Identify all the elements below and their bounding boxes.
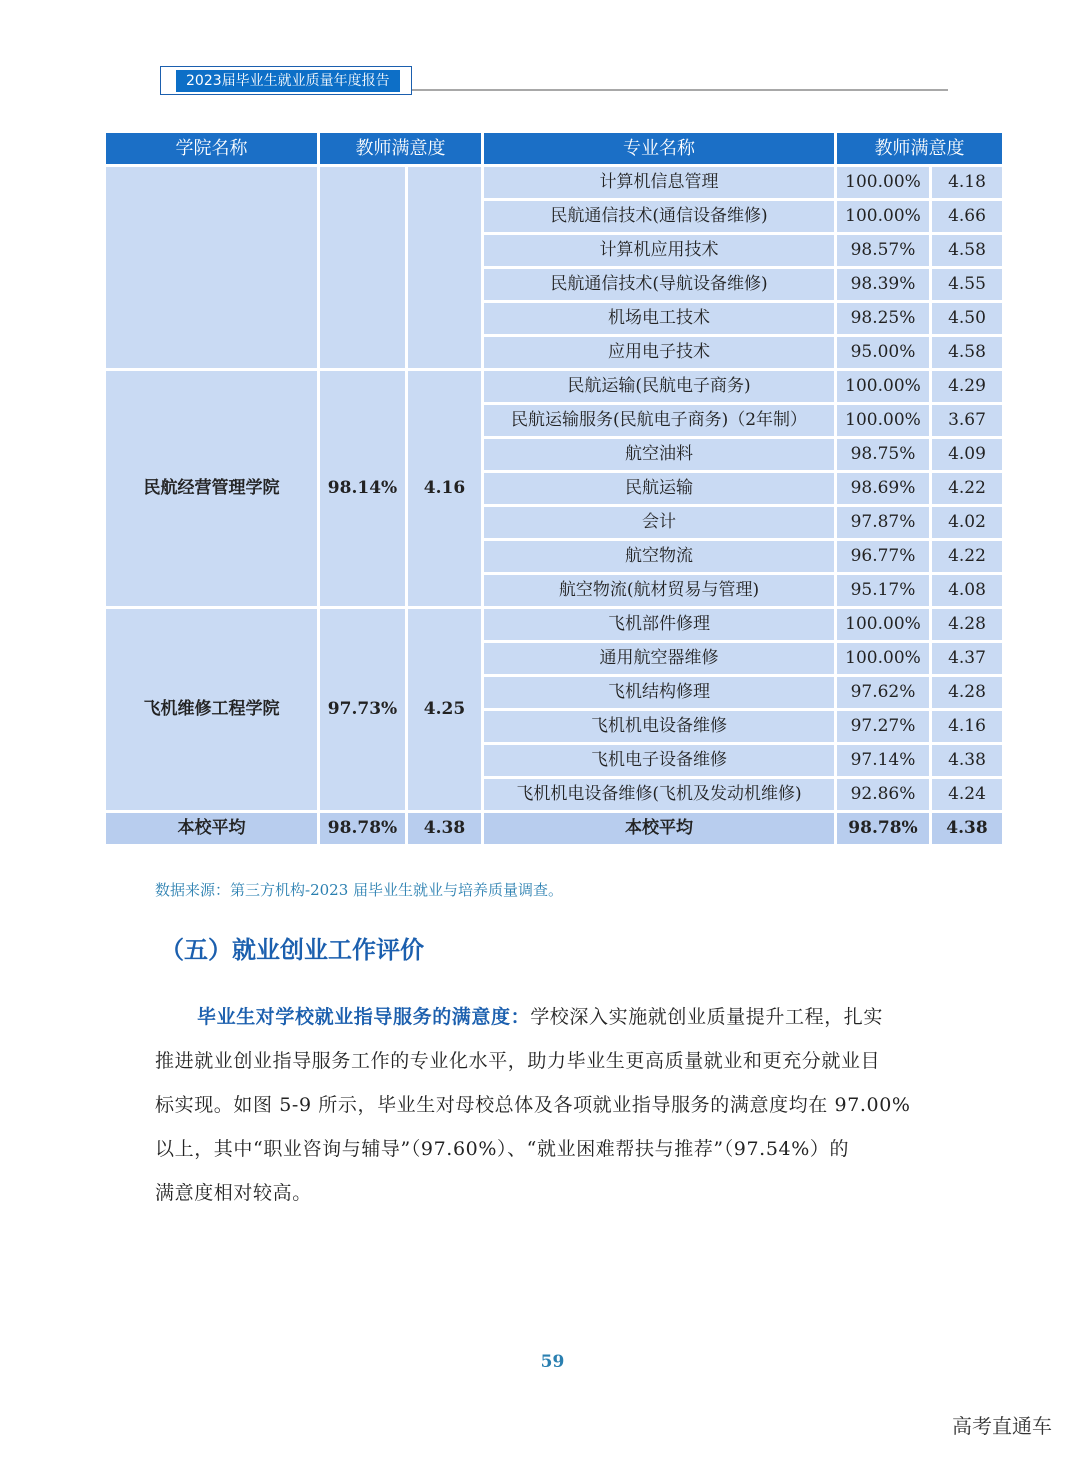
major-score: 4.08 <box>932 575 1002 606</box>
avg-left-rate: 98.78% <box>320 813 405 844</box>
major-name: 机场电工技术 <box>484 303 834 334</box>
header-college-name: 学院名称 <box>106 133 317 164</box>
major-name: 航空油料 <box>484 439 834 470</box>
major-score: 4.55 <box>932 269 1002 300</box>
major-rate: 97.87% <box>837 507 929 538</box>
major-rate: 96.77% <box>837 541 929 572</box>
college-rate <box>320 167 405 368</box>
major-rate: 100.00% <box>837 405 929 436</box>
major-score: 4.18 <box>932 167 1002 198</box>
table-body <box>106 167 1002 844</box>
paragraph-line-2: 推进就业创业指导服务工作的专业化水平，助力毕业生更高质量就业和更充分就业目 <box>155 1050 881 1072</box>
major-name: 民航通信技术(通信设备维修) <box>484 201 834 232</box>
header-title: 2023届毕业生就业质量年度报告 <box>176 70 400 92</box>
major-name: 民航运输 <box>484 473 834 504</box>
major-score: 4.66 <box>932 201 1002 232</box>
header-college-satisfaction: 教师满意度 <box>320 133 481 164</box>
major-rate: 95.17% <box>837 575 929 606</box>
major-score: 4.29 <box>932 371 1002 402</box>
paragraph-line-1-text: 学校深入实施就创业质量提升工程，扎实 <box>530 1006 884 1028</box>
page-number: 59 <box>540 1352 565 1372</box>
body-paragraph <box>155 995 955 1215</box>
table-row <box>106 167 1002 198</box>
major-name: 航空物流 <box>484 541 834 572</box>
satisfaction-table <box>103 130 1005 847</box>
major-score: 4.02 <box>932 507 1002 538</box>
college-name: 民航经营管理学院 <box>106 371 317 606</box>
major-name: 通用航空器维修 <box>484 643 834 674</box>
average-row <box>106 813 1002 844</box>
major-name: 飞机机电设备维修 <box>484 711 834 742</box>
watermark: 高考直通车 <box>952 1414 1052 1438</box>
major-rate: 98.69% <box>837 473 929 504</box>
major-name: 计算机信息管理 <box>484 167 834 198</box>
header-major-name: 专业名称 <box>484 133 834 164</box>
major-score: 4.50 <box>932 303 1002 334</box>
avg-left-label: 本校平均 <box>106 813 317 844</box>
college-name <box>106 167 317 368</box>
major-rate: 100.00% <box>837 609 929 640</box>
major-name: 飞机电子设备维修 <box>484 745 834 776</box>
major-score: 4.16 <box>932 711 1002 742</box>
major-rate: 97.14% <box>837 745 929 776</box>
major-score: 4.37 <box>932 643 1002 674</box>
major-rate: 98.75% <box>837 439 929 470</box>
avg-right-score: 4.38 <box>932 813 1002 844</box>
major-score: 4.58 <box>932 337 1002 368</box>
header-major-satisfaction: 教师满意度 <box>837 133 1002 164</box>
college-score: 4.25 <box>408 609 481 810</box>
college-rate: 98.14% <box>320 371 405 606</box>
table-header-row <box>106 133 1002 164</box>
major-score: 4.22 <box>932 473 1002 504</box>
college-score <box>408 167 481 368</box>
major-name: 民航运输(民航电子商务) <box>484 371 834 402</box>
paragraph-line-5: 满意度相对较高。 <box>155 1182 312 1204</box>
major-name: 民航运输服务(民航电子商务)（2年制） <box>484 405 834 436</box>
college-rate: 97.73% <box>320 609 405 810</box>
avg-right-rate: 98.78% <box>837 813 929 844</box>
major-rate: 100.00% <box>837 643 929 674</box>
major-score: 4.58 <box>932 235 1002 266</box>
major-rate: 100.00% <box>837 371 929 402</box>
major-rate: 98.39% <box>837 269 929 300</box>
table-row <box>106 609 1002 640</box>
major-name: 计算机应用技术 <box>484 235 834 266</box>
major-score: 4.22 <box>932 541 1002 572</box>
major-rate: 97.62% <box>837 677 929 708</box>
major-rate: 95.00% <box>837 337 929 368</box>
major-name: 飞机部件修理 <box>484 609 834 640</box>
major-name: 应用电子技术 <box>484 337 834 368</box>
major-name: 航空物流(航材贸易与管理) <box>484 575 834 606</box>
avg-right-label: 本校平均 <box>484 813 834 844</box>
source-note: 数据来源：第三方机构-2023 届毕业生就业与培养质量调查。 <box>155 881 564 899</box>
section-title: （五）就业创业工作评价 <box>160 936 424 964</box>
paragraph-line-4: 以上，其中“职业咨询与辅导”（97.60%）、“就业困难帮扶与推荐”（97.54%）的 <box>155 1138 850 1160</box>
major-name: 会计 <box>484 507 834 538</box>
avg-left-score: 4.38 <box>408 813 481 844</box>
major-score: 4.28 <box>932 609 1002 640</box>
major-name: 飞机机电设备维修(飞机及发动机维修) <box>484 779 834 810</box>
major-rate: 97.27% <box>837 711 929 742</box>
paragraph-lead: 毕业生对学校就业指导服务的满意度： <box>197 1006 531 1028</box>
major-rate: 98.57% <box>837 235 929 266</box>
report-header <box>160 66 950 98</box>
major-rate: 100.00% <box>837 167 929 198</box>
major-name: 飞机结构修理 <box>484 677 834 708</box>
major-rate: 92.86% <box>837 779 929 810</box>
major-rate: 100.00% <box>837 201 929 232</box>
college-name: 飞机维修工程学院 <box>106 609 317 810</box>
major-score: 4.09 <box>932 439 1002 470</box>
major-rate: 98.25% <box>837 303 929 334</box>
paragraph-line-1 <box>155 995 955 1039</box>
header-rule <box>412 89 948 91</box>
major-score: 4.38 <box>932 745 1002 776</box>
table-row <box>106 371 1002 402</box>
college-score: 4.16 <box>408 371 481 606</box>
major-name: 民航通信技术(导航设备维修) <box>484 269 834 300</box>
major-score: 4.24 <box>932 779 1002 810</box>
major-score: 3.67 <box>932 405 1002 436</box>
paragraph-line-3: 标实现。如图 5-9 所示，毕业生对母校总体及各项就业指导服务的满意度均在 97.00% <box>155 1094 911 1116</box>
major-score: 4.28 <box>932 677 1002 708</box>
